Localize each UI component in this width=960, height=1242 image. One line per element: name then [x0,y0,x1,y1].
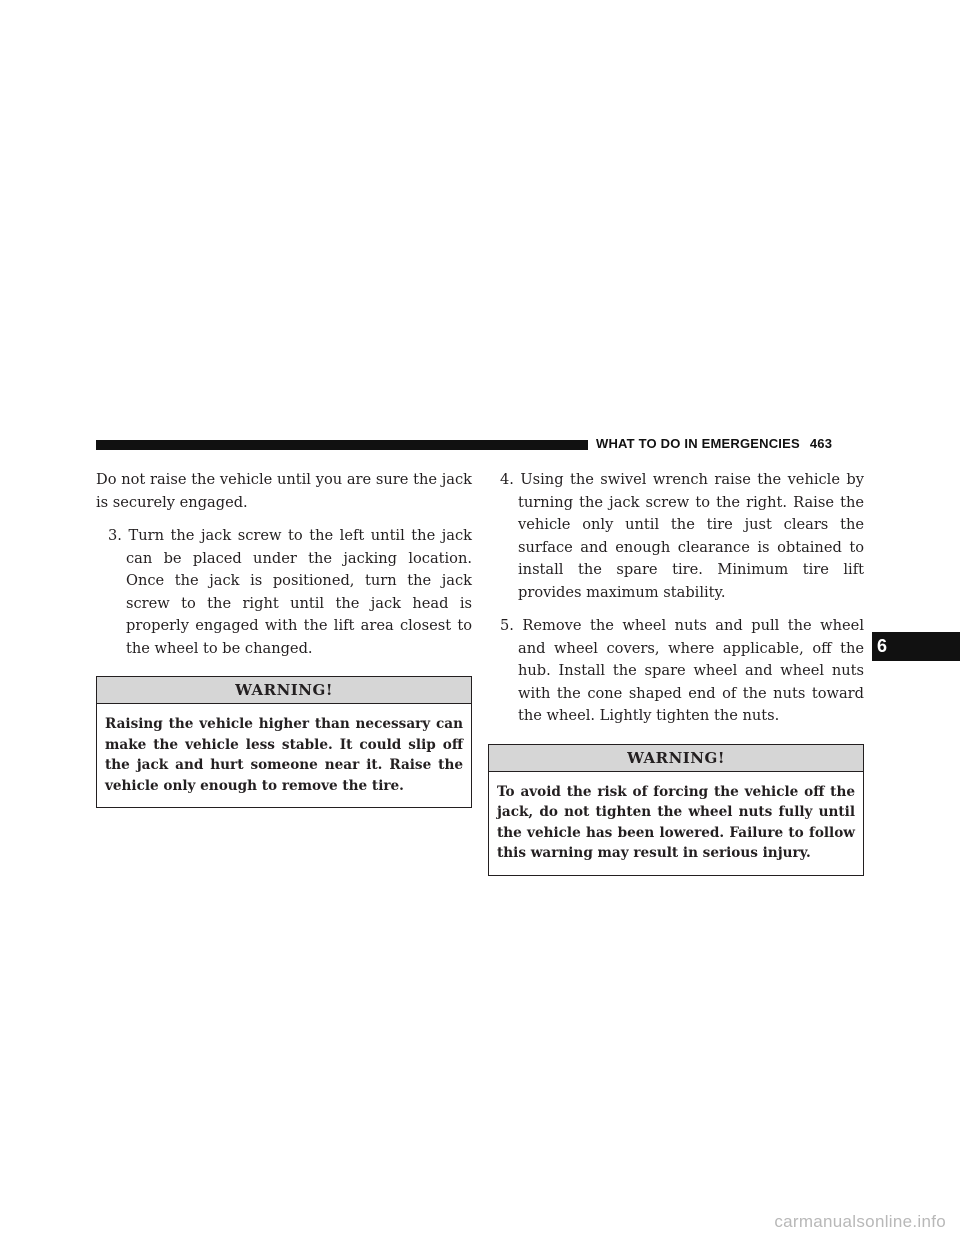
warning-title: WARNING! [97,677,471,704]
step-4: 4. Using the swivel wrench raise the vehicle by turning the jack screw to the right. Raise the vehicle only until the tire just clears the surface and enough clearance is obtained to install the spare tire. Minimum tire lift provides maximum stability. [500,471,864,601]
section-title: WHAT TO DO IN EMERGENCIES [596,436,800,451]
warning-box-right [488,744,864,876]
chapter-tab [872,632,960,661]
warning-text: To avoid the risk of forcing the vehicle off the jack, do not tighten the wheel nuts fully until the vehicle has been lowered. Failure to follow this warning may result in serious injury. [497,783,855,861]
chapter-number: 6 [877,636,888,656]
header-rule [96,440,588,450]
step-5: 5. Remove the wheel nuts and pull the wheel and wheel covers, where applicable, off the hub. Install the spare wheel and wheel nuts with the cone shaped end of the nuts toward the wheel. Lightly tighten the nuts. [500,617,864,724]
left-column [96,469,472,808]
step-3: 3. Turn the jack screw to the left until the jack can be placed under the jacking location. Once the jack is positioned, turn the jack screw to the right until the jack head is properly engaged with the lift area closest to the wheel to be changed. [108,527,472,657]
intro-paragraph: Do not raise the vehicle until you are sure the jack is securely engaged. [96,471,472,511]
warning-title: WARNING! [489,745,863,772]
page-number: 463 [809,436,833,451]
right-column [488,469,864,876]
warning-text: Raising the vehicle higher than necessary can make the vehicle less stable. It could slip off the jack and hurt someone near it. Raise the vehicle only enough to remove the tire. [105,716,463,794]
warning-box-left [96,676,472,808]
running-header [596,436,832,451]
watermark: carmanualsonline.info [774,1212,946,1231]
